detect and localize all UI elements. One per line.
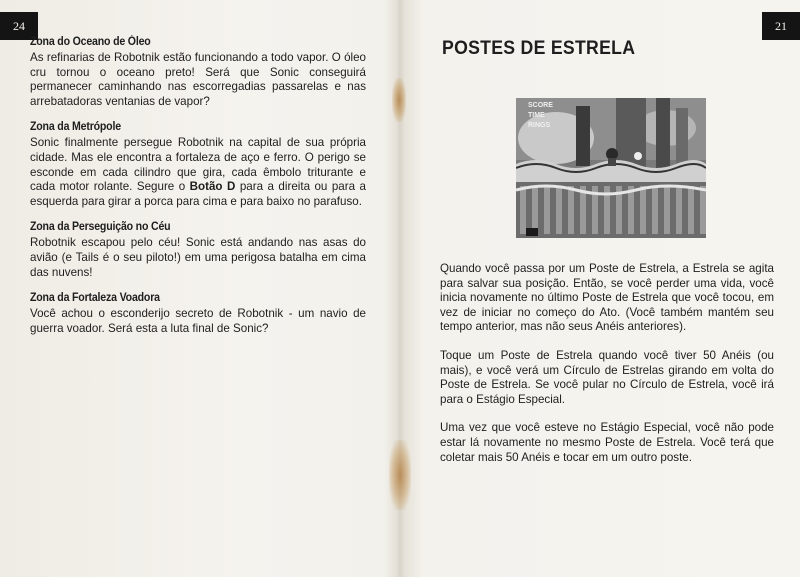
game-screenshot: [516, 98, 706, 238]
section-metropolis: [30, 121, 366, 209]
paper-stain: [389, 440, 411, 510]
left-page-number: 24: [0, 12, 38, 40]
section-text: As refinarias de Robotnik estão funcionando a todo vapor. O óleo cru tornou o oceano preto! Será que Sonic conseguirá permanecer caminhando nas escorregadias passarelas e nas arrebatadoras ventanias de vapor?: [30, 51, 366, 108]
paper-stain: [392, 78, 406, 122]
section-oil-ocean: [30, 36, 366, 109]
section-title: Zona da Perseguição no Céu: [30, 221, 171, 234]
section-sky-chase: [30, 221, 366, 280]
page-title: POSTES DE ESTRELA: [442, 38, 636, 59]
paragraph: Quando você passa por um Poste de Estrela, a Estrela se agita para salvar sua posição. Então, se você perder uma vida, você inicia novamente no último Poste de Estrela que você tocou, em vez de iniciar no começo do Ato. (Você também mantém seu tempo anterior, mas não seus Anéis anteriores).: [440, 262, 774, 334]
section-title: Zona da Fortaleza Voadora: [30, 292, 160, 305]
right-page-text: [440, 262, 774, 479]
right-page-number: 21: [762, 12, 800, 40]
hud-score-label: SCORE: [528, 102, 553, 109]
section-text: Robotnik escapou pelo céu! Sonic está andando nas asas do avião (e Tails é o seu piloto!) em uma perigosa batalha em cima das nuvens!: [30, 236, 366, 279]
section-text: Você achou o esconderijo secreto de Robotnik - um navio de guerra voador. Será esta a luta final de Sonic?: [30, 307, 366, 335]
hud-time-label: TIME: [528, 112, 545, 119]
section-title: Zona da Metrópole: [30, 121, 121, 134]
section-wing-fortress: [30, 292, 366, 336]
hud-rings-label: RINGS: [528, 122, 551, 129]
text-part: Sonic finalmente persegue Robotnik na capital de sua própria cidade. Mas ele encontra a fortaleza de aço e ferro. O perigo se esconde em cada cilindro que gira, cada êmbolo triturante e cada motor rolante. Segure o: [30, 136, 366, 194]
game-scene-image: [516, 98, 706, 238]
paragraph: Uma vez que você esteve no Estágio Especial, você não pode estar lá novamente no mesmo Poste de Estrela. Você terá que coletar mais 50 Anéis e tocar em um outro poste.: [440, 421, 774, 464]
section-title: Zona do Oceano de Óleo: [30, 36, 151, 48]
paragraph: Toque um Poste de Estrela quando você tiver 50 Anéis (ou mais), e você verá um Círculo de Estrelas girando em volta do Poste de Estrela. Se você pular no Círculo de Estrela, você irá para o Estágio Especial.: [440, 348, 774, 406]
left-page: [30, 36, 366, 348]
section-text: [30, 136, 366, 209]
right-page: [440, 38, 774, 464]
button-d-label: Botão D: [189, 180, 236, 194]
text-part: para a direita ou para a esquerda para girar a porca para cima e para baixo no parafuso.: [30, 180, 366, 208]
